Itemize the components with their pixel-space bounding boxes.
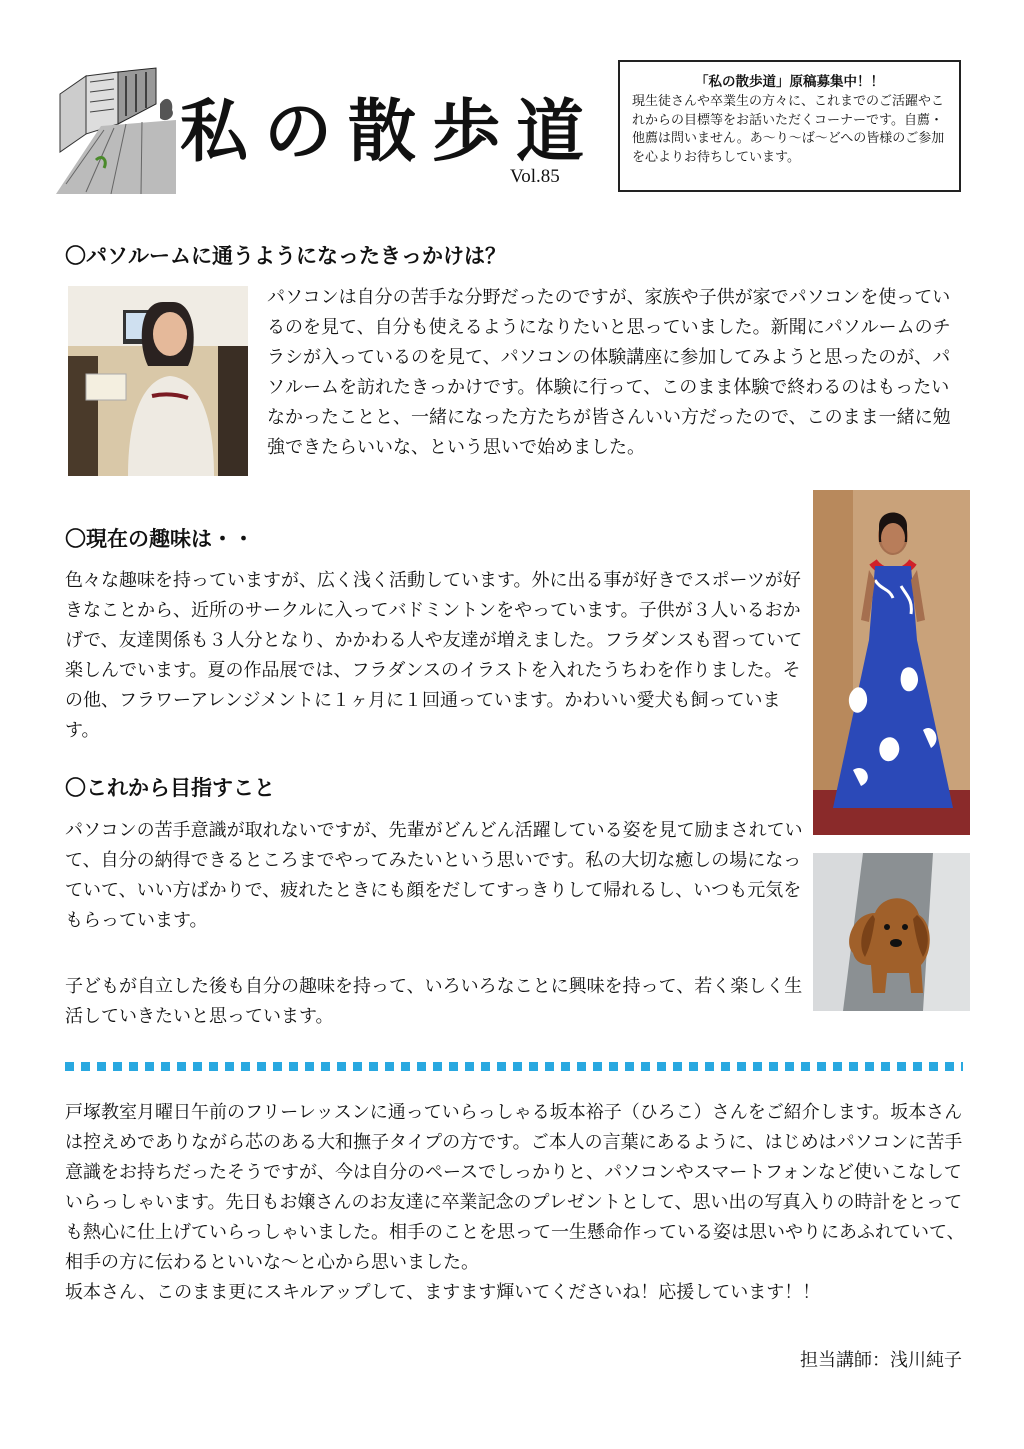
section-body-goals: パソコンの苦手意識が取れないですが、先輩がどんどん活躍している姿を見て励まされていて、自分の納得できるところまでやってみたいという思いです。私の大切な癒しの場になっていて、いい方ばかりで、疲れたときにも顔をだしてすっきりして帰れるし、いつも元気をもらっています。 [65, 820, 803, 931]
newsletter-title: 私の散歩道 [180, 92, 601, 172]
introduction-body: 戸塚教室月曜日午前のフリーレッスンに通っていらっしゃる坂本裕子（ひろこ）さんをご紹介します。坂本さんは控えめでありながら芯のある大和撫子タイプの方です。ご本人の言葉にあるように、はじめはパソコンに苦手意識をお持ちだったそうですが、今は自分のペースでしっかりと、パソコンやスマートフォンなど使いこなしていらっしゃいます。先日もお嬢さんのお友達に卒業記念のプレゼントとして、思い出の写真入りの時計をとっても熱心に仕上げていらっしゃいました。相手のことを思って一生懸命作っている姿は思いやりにあふれていて、相手の方に伝わるといいな〜と心から思いました。 [65, 1102, 965, 1273]
section-body-hobbies: 色々な趣味を持っていますが、広く浅く活動しています。外に出る事が好きでスポーツが好きなことから、近所のサークルに入ってバドミントンをやっています。子供が３人いるおかげで、友達関係も３人分となり、かかわる人や友達が増えました。フラダンスも習っていて楽しんでいます。夏の作品展では、フラダンスのイラストを入れたうちわを作りました。その他、フラワーアレンジメントに１ヶ月に１回通っています。かわいい愛犬も飼っています。 [65, 570, 803, 741]
section-body-reason-text: パソコンは自分の苦手な分野だったのですが、家族や子供が家でパソコンを使っているのを見て、自分も使えるようになりたいと思っていました。新聞にパソルームのチラシが入っているのを見て、パソコンの体験講座に参加してみようと思ったのが、パソルームを訪れたきっかけです。体験に行って、このまま体験で終わるのはもったいなかったことと、一緒になった方たちが皆さんいい方だったので、このまま一緒に勉強できたらいいな、という思いで始めました。 [267, 287, 951, 458]
introduction-closing: 坂本さん、このまま更にスキルアップして、ますます輝いてくださいね！応援しています！！ [65, 1282, 821, 1303]
street-sketch-illustration [56, 64, 176, 194]
notice-title: 「私の散歩道」原稿募集中！！ [695, 74, 884, 90]
notice-body: 現生徒さんや卒業生の方々に、これまでのご活躍やこれからの目標等をお話いただくコーナーです。自薦・他薦は問いません。あ〜り〜ば〜どへの皆様のご参加を心よりお待ちしています。 [632, 94, 945, 165]
portrait-photo [68, 286, 248, 476]
section-divider [65, 1062, 963, 1071]
section-heading-reason: 〇パソルームに通うようになったきっかけは？ [65, 244, 506, 268]
section-heading-goals: 〇これから目指すこと [65, 776, 275, 800]
instructor-credit: 担当講師：浅川純子 [800, 1350, 962, 1371]
student-introduction [65, 1098, 965, 1308]
section-heading-hobbies: 〇現在の趣味は・・ [65, 527, 254, 551]
hula-dress-photo [813, 490, 970, 835]
dog-photo [813, 853, 970, 1011]
submission-notice-box [618, 60, 961, 192]
section-body-goals-future: 子どもが自立した後も自分の趣味を持って、いろいろなことに興味を持って、若く楽しく生活していきたいと思っています。 [65, 976, 803, 1027]
volume-number: Vol.85 [510, 166, 560, 187]
